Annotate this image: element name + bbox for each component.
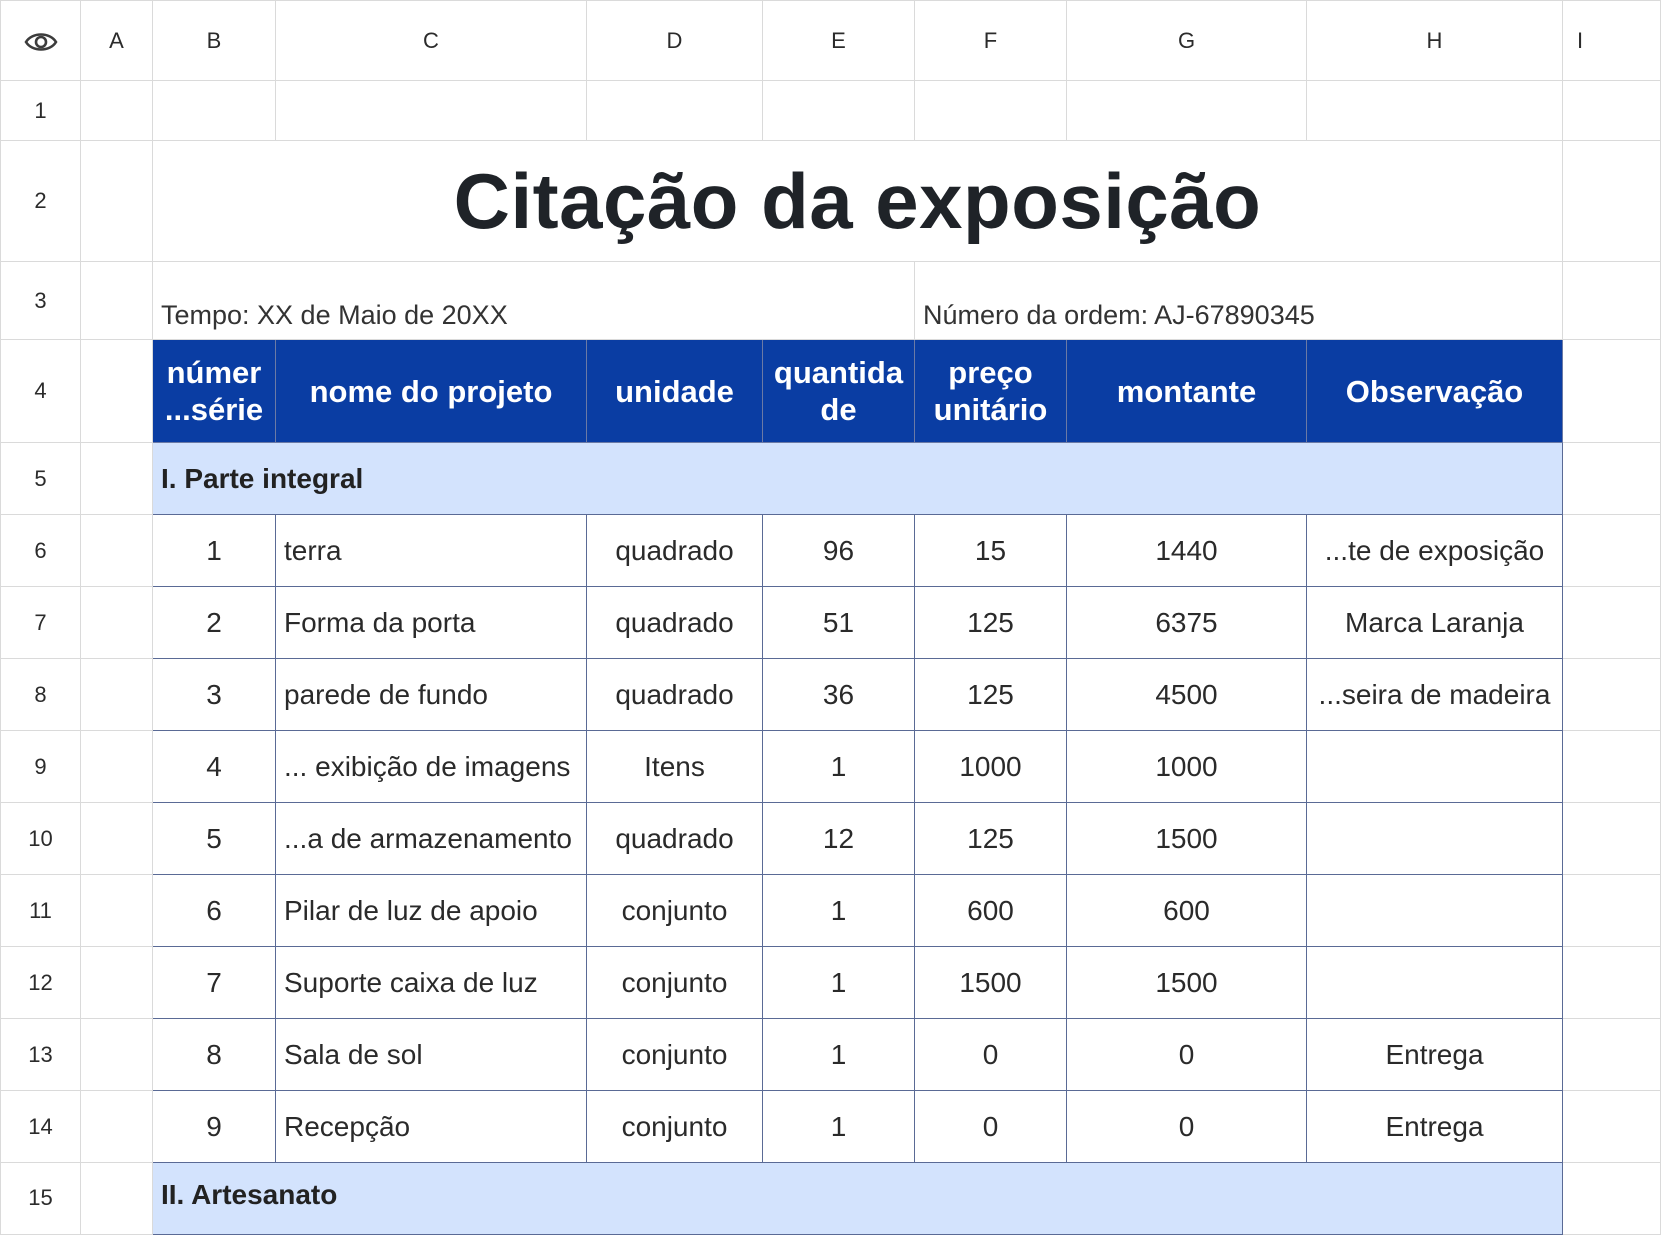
cell-a12[interactable] [81,947,153,1019]
header-unit[interactable]: unidade [587,340,763,443]
project-name-cell[interactable]: Forma da porta [276,587,587,659]
header-amount[interactable]: montante [1067,340,1307,443]
cell-a8[interactable] [81,659,153,731]
cell-a2[interactable] [81,141,153,262]
table-row [1,731,1661,803]
sheet-row-3 [1,262,1661,340]
cell-i14[interactable] [1563,1091,1661,1163]
serial-cell[interactable]: 7 [153,947,276,1019]
table-row [1,947,1661,1019]
section-header-craft[interactable]: II. Artesanato [153,1163,1563,1235]
note-cell[interactable]: Marca Laranja [1307,587,1563,659]
price-cell[interactable]: 1000 [915,731,1067,803]
cell-b1[interactable] [153,81,276,141]
amount-cell[interactable]: 1500 [1067,947,1307,1019]
table-row [1,1091,1661,1163]
project-name-cell[interactable]: terra [276,515,587,587]
sheet-row-5 [1,443,1661,515]
amount-cell[interactable]: 6375 [1067,587,1307,659]
note-cell[interactable]: Entrega [1307,1091,1563,1163]
serial-cell[interactable]: 1 [153,515,276,587]
sheet-row-15 [1,1163,1661,1235]
price-cell[interactable]: 0 [915,1019,1067,1091]
cell-i7[interactable] [1563,587,1661,659]
amount-cell[interactable]: 1440 [1067,515,1307,587]
project-name-cell[interactable]: ...a de armazenamento [276,803,587,875]
amount-cell[interactable]: 600 [1067,875,1307,947]
column-header-e[interactable]: E [763,1,915,81]
serial-cell[interactable]: 3 [153,659,276,731]
column-header-i[interactable]: I [1563,1,1661,81]
section-header-integral[interactable]: I. Parte integral [153,443,1563,515]
column-header-c[interactable]: C [276,1,587,81]
quantity-cell[interactable]: 1 [763,731,915,803]
row-header-9[interactable]: 9 [1,731,81,803]
sheet-row-2 [1,141,1661,262]
amount-cell[interactable]: 4500 [1067,659,1307,731]
cell-a6[interactable] [81,515,153,587]
project-name-cell[interactable]: Recepção [276,1091,587,1163]
row-header-13[interactable]: 13 [1,1019,81,1091]
unit-cell[interactable]: conjunto [587,1091,763,1163]
unit-cell[interactable]: Itens [587,731,763,803]
project-name-cell[interactable]: Sala de sol [276,1019,587,1091]
cell-i10[interactable] [1563,803,1661,875]
row-header-7[interactable]: 7 [1,587,81,659]
header-project-name[interactable]: nome do projeto [276,340,587,443]
unit-cell[interactable]: conjunto [587,1019,763,1091]
cell-a1[interactable] [81,81,153,141]
unit-cell[interactable]: quadrado [587,587,763,659]
unit-cell[interactable]: quadrado [587,659,763,731]
price-cell[interactable]: 125 [915,803,1067,875]
quantity-cell[interactable]: 1 [763,1019,915,1091]
price-cell[interactable]: 0 [915,1091,1067,1163]
cell-i2[interactable] [1563,141,1661,262]
serial-cell[interactable]: 5 [153,803,276,875]
quantity-cell[interactable]: 96 [763,515,915,587]
column-header-a[interactable]: A [81,1,153,81]
serial-cell[interactable]: 6 [153,875,276,947]
price-cell[interactable]: 600 [915,875,1067,947]
note-cell[interactable]: ...te de exposição [1307,515,1563,587]
column-header-row [1,1,1661,81]
note-cell[interactable]: Entrega [1307,1019,1563,1091]
header-quantity[interactable]: quantida de [763,340,915,443]
row-header-14[interactable]: 14 [1,1091,81,1163]
note-cell[interactable] [1307,947,1563,1019]
cell-i11[interactable] [1563,875,1661,947]
unit-cell[interactable]: conjunto [587,947,763,1019]
row-header-11[interactable]: 11 [1,875,81,947]
table-row [1,587,1661,659]
row-header-12[interactable]: 12 [1,947,81,1019]
cell-i3[interactable] [1563,262,1661,340]
price-cell[interactable]: 15 [915,515,1067,587]
column-header-g[interactable]: G [1067,1,1307,81]
note-cell[interactable]: ...seira de madeira [1307,659,1563,731]
cell-i9[interactable] [1563,731,1661,803]
quantity-cell[interactable]: 36 [763,659,915,731]
row-header-8[interactable]: 8 [1,659,81,731]
cell-e1[interactable] [763,81,915,141]
table-row [1,803,1661,875]
time-label[interactable]: Tempo: XX de Maio de 20XX [153,262,915,340]
cell-a10[interactable] [81,803,153,875]
cell-f1[interactable] [915,81,1067,141]
quantity-cell[interactable]: 51 [763,587,915,659]
cell-i15[interactable] [1563,1163,1661,1235]
cell-a14[interactable] [81,1091,153,1163]
quantity-cell[interactable]: 1 [763,875,915,947]
serial-cell[interactable]: 9 [153,1091,276,1163]
cell-i13[interactable] [1563,1019,1661,1091]
column-header-b[interactable]: B [153,1,276,81]
cell-h1[interactable] [1307,81,1563,141]
quantity-cell[interactable]: 12 [763,803,915,875]
sheet-title[interactable]: Citação da exposição [153,141,1563,262]
table-row [1,875,1661,947]
table-row [1,1019,1661,1091]
visibility-toggle[interactable] [1,1,81,81]
serial-cell[interactable]: 4 [153,731,276,803]
price-cell[interactable]: 125 [915,587,1067,659]
serial-cell[interactable]: 8 [153,1019,276,1091]
quantity-cell[interactable]: 1 [763,1091,915,1163]
row-header-10[interactable]: 10 [1,803,81,875]
project-name-cell[interactable]: parede de fundo [276,659,587,731]
cell-c1[interactable] [276,81,587,141]
row-header-2[interactable]: 2 [1,141,81,262]
note-cell[interactable] [1307,803,1563,875]
row-header-3[interactable]: 3 [1,262,81,340]
cell-a15[interactable] [81,1163,153,1235]
eye-icon [24,30,58,54]
column-header-d[interactable]: D [587,1,763,81]
header-unit-price[interactable]: preço unitário [915,340,1067,443]
table-row [1,515,1661,587]
cell-i4[interactable] [1563,340,1661,443]
row-header-1[interactable]: 1 [1,81,81,141]
header-note[interactable]: Observação [1307,340,1563,443]
sheet-row-4 [1,340,1661,443]
header-serial-number[interactable]: númer ...série [153,340,276,443]
unit-cell[interactable]: quadrado [587,803,763,875]
price-cell[interactable]: 1500 [915,947,1067,1019]
amount-cell[interactable]: 1000 [1067,731,1307,803]
note-cell[interactable] [1307,875,1563,947]
amount-cell[interactable]: 0 [1067,1091,1307,1163]
table-row [1,659,1661,731]
cell-a3[interactable] [81,262,153,340]
serial-cell[interactable]: 2 [153,587,276,659]
column-header-f[interactable]: F [915,1,1067,81]
cell-i6[interactable] [1563,515,1661,587]
amount-cell[interactable]: 1500 [1067,803,1307,875]
cell-a11[interactable] [81,875,153,947]
cell-a7[interactable] [81,587,153,659]
cell-a13[interactable] [81,1019,153,1091]
project-name-cell[interactable]: Suporte caixa de luz [276,947,587,1019]
row-header-15[interactable]: 15 [1,1163,81,1235]
row-header-5[interactable]: 5 [1,443,81,515]
amount-cell[interactable]: 0 [1067,1019,1307,1091]
price-cell[interactable]: 125 [915,659,1067,731]
project-name-cell[interactable]: Pilar de luz de apoio [276,875,587,947]
row-header-6[interactable]: 6 [1,515,81,587]
cell-i1[interactable] [1563,81,1661,141]
cell-i8[interactable] [1563,659,1661,731]
cell-i5[interactable] [1563,443,1661,515]
cell-a9[interactable] [81,731,153,803]
cell-i12[interactable] [1563,947,1661,1019]
cell-a4[interactable] [81,340,153,443]
column-header-h[interactable]: H [1307,1,1563,81]
unit-cell[interactable]: quadrado [587,515,763,587]
cell-d1[interactable] [587,81,763,141]
unit-cell[interactable]: conjunto [587,875,763,947]
quantity-cell[interactable]: 1 [763,947,915,1019]
sheet-row-1 [1,81,1661,141]
order-number-label[interactable]: Número da ordem: AJ-67890345 [915,262,1563,340]
cell-a5[interactable] [81,443,153,515]
note-cell[interactable] [1307,731,1563,803]
row-header-4[interactable]: 4 [1,340,81,443]
cell-g1[interactable] [1067,81,1307,141]
project-name-cell[interactable]: ... exibição de imagens [276,731,587,803]
